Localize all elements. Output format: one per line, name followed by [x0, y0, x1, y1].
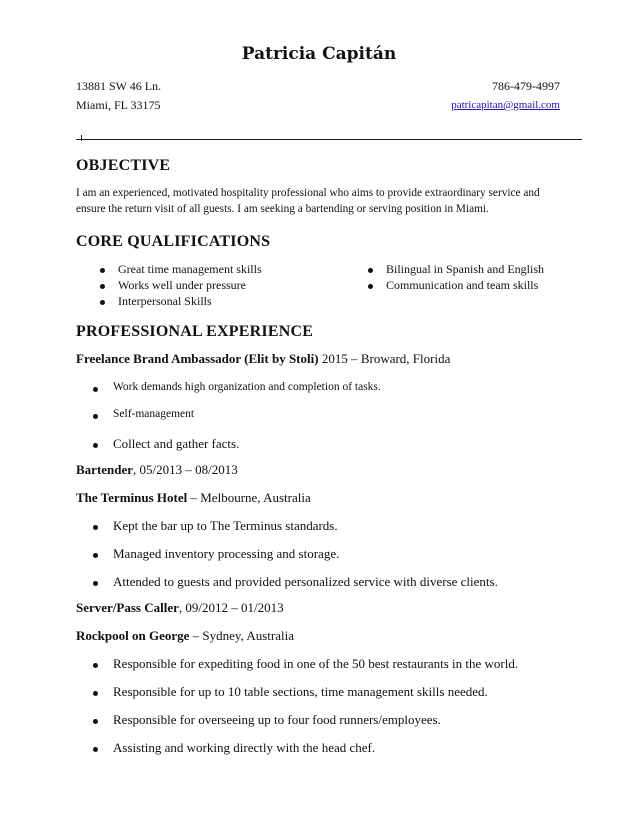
address-line-1: 13881 SW 46 Ln.: [76, 79, 162, 93]
objective-line-2: ensure the return visit of all guests. I am seeking a bartending or serving position in Miami.: [76, 203, 489, 215]
bullet-icon: [100, 268, 105, 273]
qualification-item: Works well under pressure: [118, 278, 246, 292]
bullet-icon: [368, 284, 373, 289]
employer-name: Rockpool on George: [76, 628, 190, 643]
bullet-icon: [93, 387, 98, 392]
header-divider: [76, 139, 582, 140]
job-dates: , 09/2012 – 01/2013: [178, 600, 284, 615]
bullet-icon: [93, 747, 98, 752]
bullet-icon: [368, 268, 373, 273]
job-server-place: [76, 628, 294, 644]
duty-item: Kept the bar up to The Terminus standards.: [113, 518, 338, 533]
rule-tick: [81, 135, 82, 141]
address-line-2: Miami, FL 33175: [76, 98, 161, 112]
duty-item: Managed inventory processing and storage.: [113, 546, 340, 561]
bullet-icon: [93, 553, 98, 558]
duty-item: Attended to guests and provided personalized service with diverse clients.: [113, 574, 498, 589]
objective-heading: OBJECTIVE: [76, 157, 171, 174]
bullet-icon: [100, 284, 105, 289]
job-dates: , 05/2013 – 08/2013: [133, 462, 238, 477]
job-freelance-header: [76, 351, 450, 367]
bullet-icon: [93, 414, 98, 419]
employer-name: The Terminus Hotel: [76, 490, 188, 505]
duty-item: Self-management: [113, 408, 195, 420]
job-server-header: [76, 600, 284, 616]
duty-item: Work demands high organization and completion of tasks.: [113, 381, 381, 393]
job-bartender-header: [76, 462, 238, 478]
bullet-icon: [100, 300, 105, 305]
bullet-icon: [93, 663, 98, 668]
email-link[interactable]: patricapitan@gmail.com: [451, 99, 560, 111]
core-qualifications-heading: CORE QUALIFICATIONS: [76, 233, 271, 250]
duty-item: Responsible for expediting food in one of the 50 best restaurants in the world.: [113, 656, 519, 671]
bullet-icon: [93, 691, 98, 696]
job-title: Freelance Brand Ambassador (Elit by Stoli): [76, 351, 319, 366]
objective-line-1: I am an experienced, motivated hospitality professional who aims to provide extraordinary service and: [76, 187, 540, 199]
bullet-icon: [93, 581, 98, 586]
qualification-item: Bilingual in Spanish and English: [386, 262, 544, 276]
duty-item: Assisting and working directly with the head chef.: [113, 740, 376, 755]
bullet-icon: [93, 443, 98, 448]
employer-location: – Sydney, Australia: [189, 628, 294, 643]
qualification-item: Interpersonal Skills: [118, 294, 212, 308]
bullet-icon: [93, 525, 98, 530]
bullet-icon: [93, 719, 98, 724]
job-dates-location: 2015 – Broward, Florida: [318, 351, 451, 366]
employer-location: – Melbourne, Australia: [187, 490, 311, 505]
job-role: Bartender: [76, 462, 134, 477]
duty-item: Responsible for up to 10 table sections, time management skills needed.: [113, 684, 488, 699]
job-bartender-place: [76, 490, 311, 506]
duty-item: Responsible for overseeing up to four food runners/employees.: [113, 712, 441, 727]
qualification-item: Great time management skills: [118, 262, 262, 276]
phone-number: 786-479-4997: [492, 79, 560, 93]
qualification-item: Communication and team skills: [386, 278, 539, 292]
job-role: Server/Pass Caller: [76, 600, 179, 615]
candidate-name: Patricia Capitán: [241, 44, 397, 64]
duty-item: Collect and gather facts.: [113, 436, 240, 451]
experience-heading: PROFESSIONAL EXPERIENCE: [76, 323, 314, 340]
